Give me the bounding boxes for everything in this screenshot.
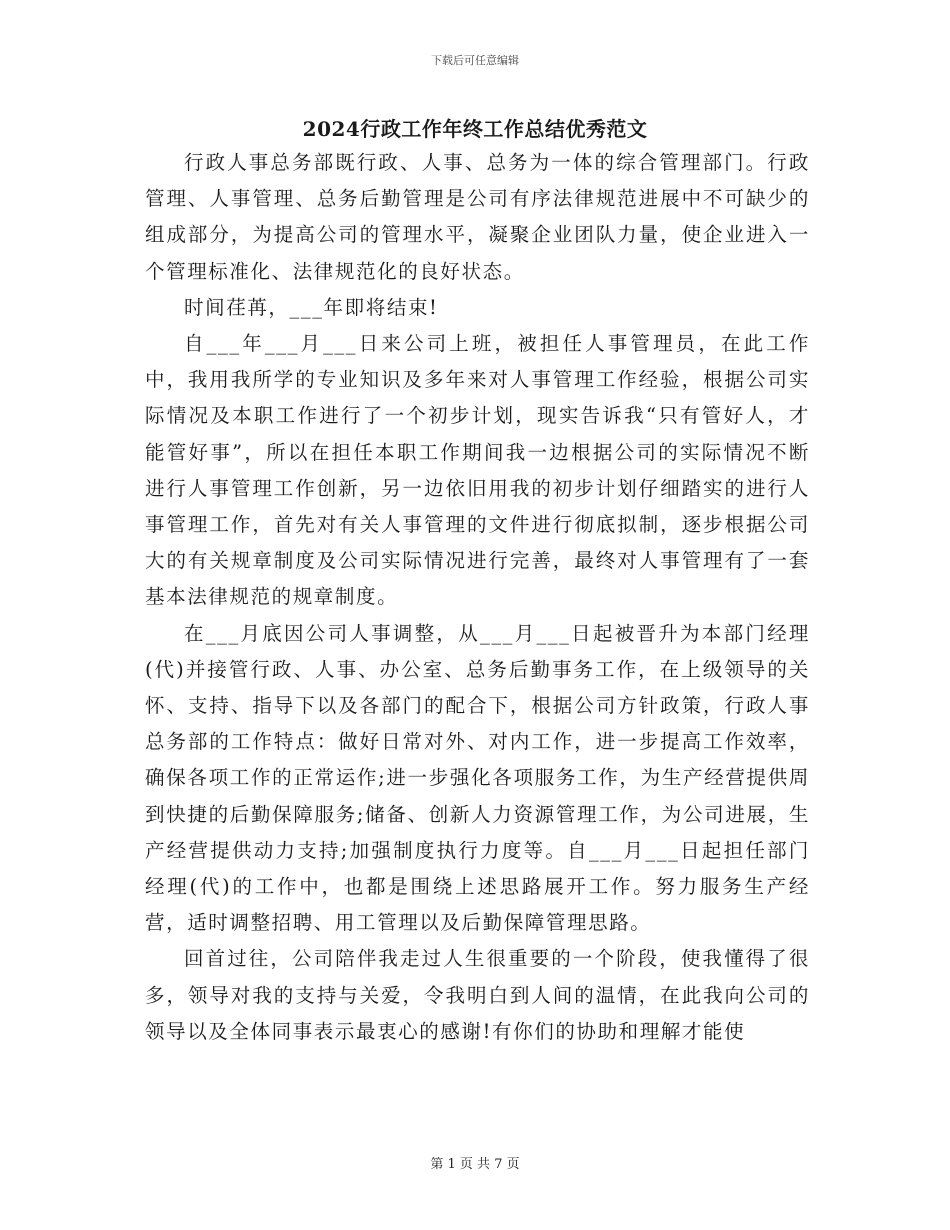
paragraph-hr-work: 自___年___月___日来公司上班，被担任人事管理员，在此工作中，我用我所学的专业知识及多年来对人事管理工作经验，根据公司实际情况及本职工作进行了一个初步计划，现实告诉我“只有管好人，才能管好事”，所以在担任本职工作期间我一边根据公司的实际情况不断进行人事管理工作创新，另一边依旧用我的初步计划仔细踏实的进行人事管理工作，首先对有关人事管理的文件进行彻底拟制，逐步根据公司大的有关规章制度及公司实际情况进行完善，最终对人事管理有了一套基本法律规范的规章制度。 xyxy=(145,332,810,609)
document-body xyxy=(145,145,810,1050)
paragraph-time: 时间荏苒，___年即将结束! xyxy=(184,295,439,319)
document-title: 2024行政工作年终工作总结优秀范文 xyxy=(302,117,648,141)
paragraph-intro: 行政人事总务部既行政、人事、总务为一体的综合管理部门。行政管理、人事管理、总务后勤管理是公司有序法律规范进展中不可缺少的组成部分，为提高公司的管理水平，凝聚企业团队力量，使企业进入一个管理标准化、法律规范化的良好状态。 xyxy=(145,151,810,283)
page-number: 第 1 页 共 7 页 xyxy=(430,1157,520,1172)
paragraph-promotion: 在___月底因公司人事调整，从___月___日起被晋升为本部门经理(代)并接管行政、人事、办公室、总务后勤事务工作，在上级领导的关怀、支持、指导下以及各部门的配合下，根据公司方针政策，行政人事总务部的工作特点：做好日常对外、对内工作，进一步提高工作效率，确保各项工作的正常运作;进一步强化各项服务工作，为生产经营提供周到快捷的后勤保障服务;储备、创新人力资源管理工作，为公司进展，生产经营提供动力支持;加强制度执行力度等。自___月___日起担任部门经理(代)的工作中，也都是围绕上述思路展开工作。努力服务生产经营，适时调整招聘、用工管理以及后勤保障管理思路。 xyxy=(145,621,810,935)
paragraph-thanks: 回首过往，公司陪伴我走过人生很重要的一个阶段，使我懂得了很多，领导对我的支持与关爱，令我明白到人间的温情，在此我向公司的领导以及全体同事表示最衷心的感谢!有你们的协助和理解才能使 xyxy=(145,947,810,1043)
page-header-note: 下载后可任意编辑 xyxy=(431,54,519,67)
